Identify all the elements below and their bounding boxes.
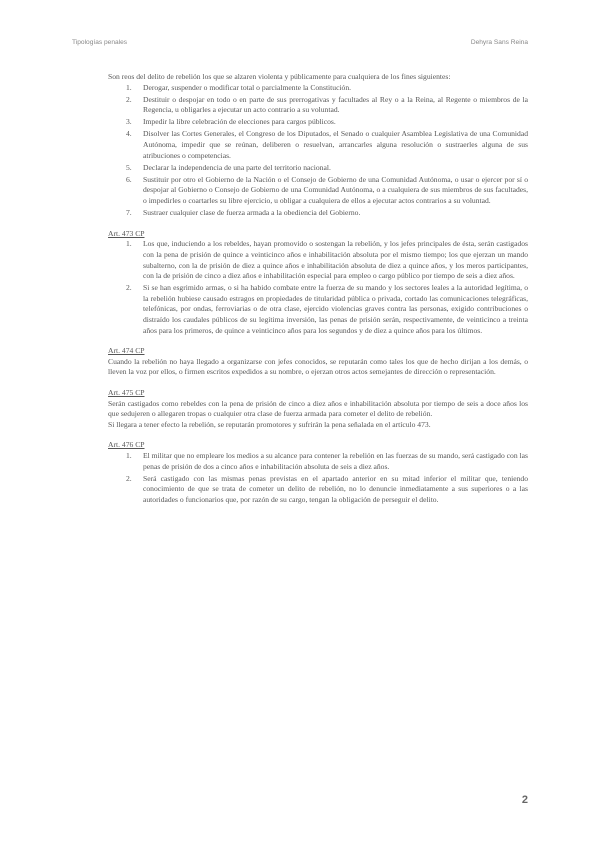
list-item: 6. Sustituir por otro el Gobierno de la Nación o el Consejo de Gobierno de una Comunidad Autónoma, o usar o ejercer por sí o despojar al Gobierno o Consejo de Gobierno de una Comunidad Autónoma, o a cualquiera de sus miembros de sus facultades, o impedirles o coartarles su libre ejercicio, u obligar a cualquiera de ellos a ejecutar actos contrarios a su voluntad. [126,174,528,206]
list-item: 2. Destituir o despojar en todo o en parte de sus prerrogativas y facultades al Rey o a la Reina, al Regente o miembros de la Regencia, u obligarles a ejecutar un acto contrario a su voluntad. [126,94,528,115]
header-right: Dehyra Sans Reina [470,39,528,46]
article-475-heading: Art. 475 CP [108,387,145,397]
intro-paragraph: Son reos del delito de rebelión los que se alzaren violenta y públicamente para cualquiera de los fines siguientes: [108,72,451,81]
header-left: Tipologías penales [72,39,128,46]
article-475-text-1: Serán castigados como rebeldes con la pena de prisión de cinco a diez años e inhabilitación absoluta por tiempo de seis a doce años los que sedujeren o allegaren tropas o cualquier otra clase de fuerza armada para cometer el delito de rebelión. [108,398,528,419]
article-474-heading: Art. 474 CP [108,346,145,356]
list-item: 5. Declarar la independencia de una parte del territorio nacional. [126,162,331,172]
article-473-list [108,239,528,336]
list-item: 3. Impedir la libre celebración de elecciones para cargos públicos. [126,117,336,127]
article-476-heading: Art. 476 CP [108,440,145,450]
list-item: 2. Será castigado con las mismas penas previstas en el apartado anterior en su mitad inferior el militar que, teniendo conocimiento de que se trata de cometer un delito de rebelión, no lo denuncie inmediatamente a sus superiores o a las autoridades o funcionarios que, por razón de su cargo, tengan la obligación de perseguir el delito. [126,473,528,504]
list-rebellion-aims [108,83,528,219]
list-item: 1. El militar que no empleare los medios a su alcance para contener la rebelión en las fuerzas de su mando, será castigado con las penas de prisión de dos a cinco años e inhabilitación absoluta de seis a diez años. [126,450,528,471]
article-474-text: Cuando la rebelión no haya llegado a organizarse con jefes conocidos, se reputarán como tales los que de hecho dirijan a los demás, o lleven la voz por ellos, o firmen escritos expedidos a su nombre, o ejerzan otros actos semejantes de dirección o representación. [108,356,528,377]
list-item: 4. Disolver las Cortes Generales, el Congreso de los Diputados, el Senado o cualquier Asamblea Legislativa de una Comunidad Autónoma, impedir que se reúnan, deliberen o resuelvan, arrancarles alguna resolución o sustraerles alguna de sus atribuciones o competencias. [126,129,528,160]
article-476-list [108,451,528,505]
list-item: 1. Los que, induciendo a los rebeldes, hayan promovido o sostengan la rebelión, y los jefes principales de ésta, serán castigados con la pena de prisión de quince a veinticinco años e inhabilitación absoluta por el mismo tiempo; los que ejerzan un mando subalterno, con la de prisión de diez a quince años e inhabilitación absoluta de diez a quince años, y los meros participantes, con la de prisión de cinco a diez años e inhabilitación especial para empleo o cargo público por tiempo de seis a diez años. [126,239,528,281]
article-475-text-2: Si llegara a tener efecto la rebelión, se reputarán promotores y sufrirán la pena señalada en el artículo 473. [108,419,431,429]
list-item: 1. Derogar, suspender o modificar total o parcialmente la Constitución. [126,82,352,92]
list-item: 2. Si se han esgrimido armas, o si ha habido combate entre la fuerza de su mando y los sectores leales a la autoridad legítima, o la rebelión hubiese causado estragos en propiedades de titularidad pública o privada, cortado las comunicaciones telegráficas, telefónicas, por ondas, ferroviarias o de otra clase, ejercido violencias graves contra las personas, exigido contribuciones o distraído los caudales públicos de su legítima inversión, las penas de prisión serán, respectivamente, de veinticinco a treinta años para los primeros, de quince a veinticinco años para los segundos y de diez a quince años para los últimos. [126,283,528,335]
list-item: 7. Sustraer cualquier clase de fuerza armada a la obediencia del Gobierno. [126,208,361,218]
document-body [108,72,528,507]
article-473-heading: Art. 473 CP [108,228,145,238]
page-number: 2 [521,794,528,806]
